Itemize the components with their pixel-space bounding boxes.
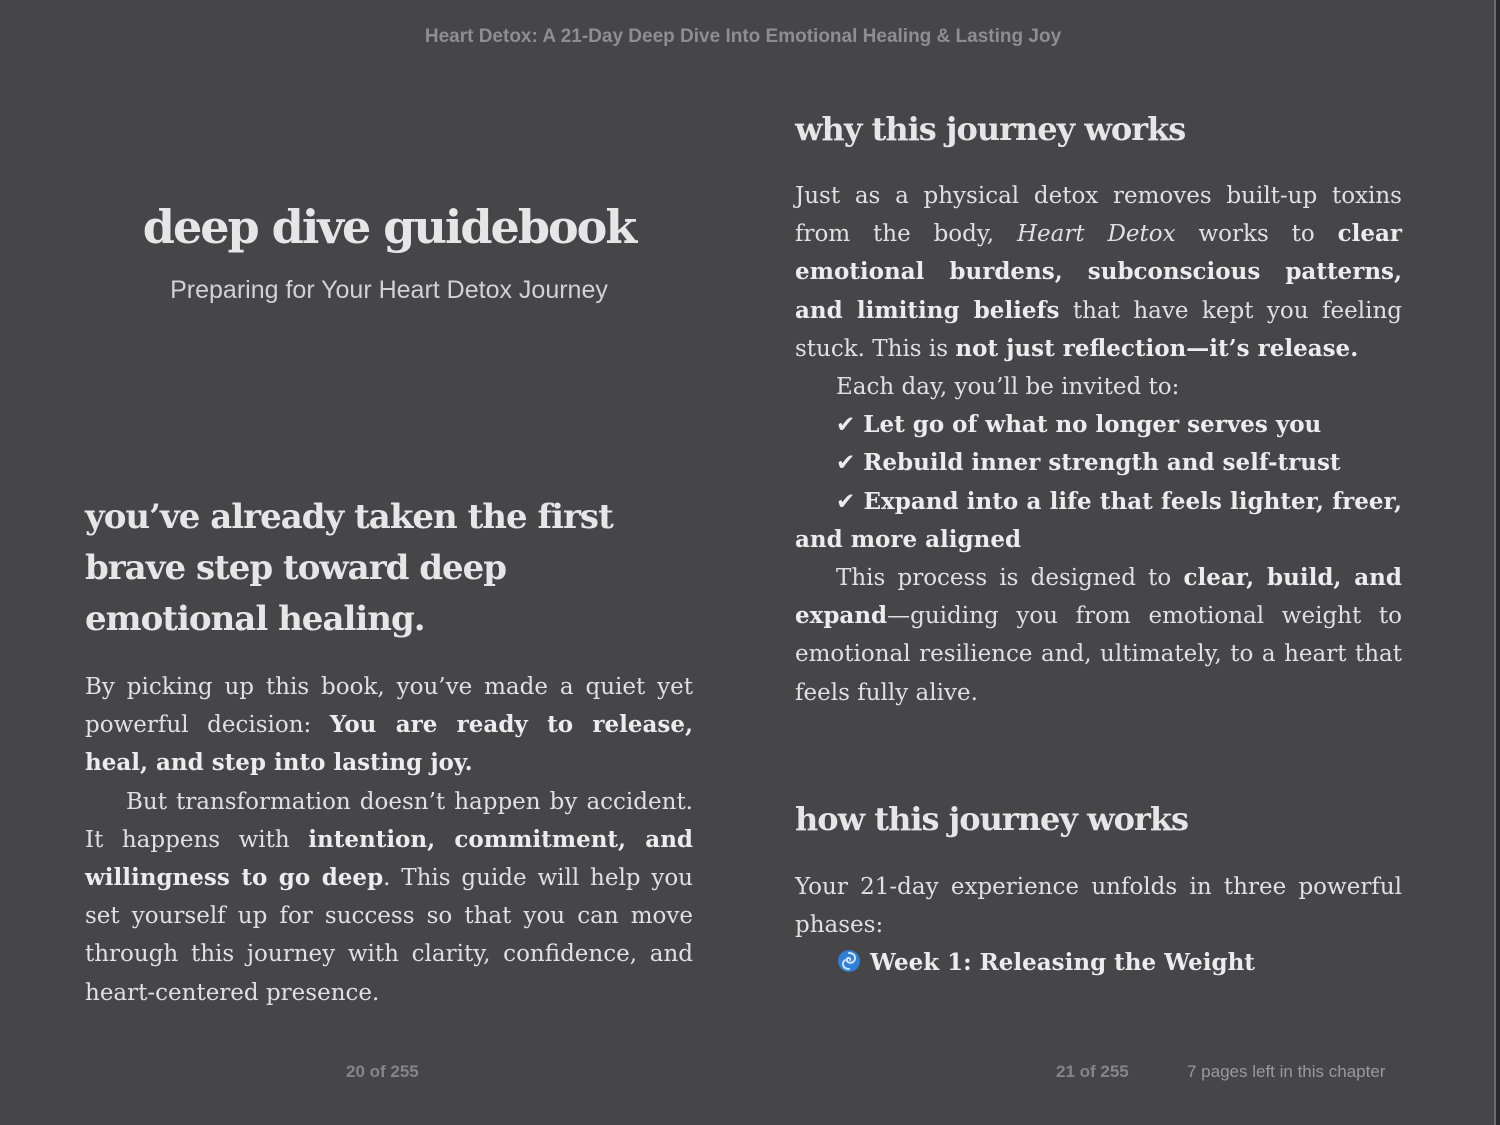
book-name-italic: Heart Detox [1017, 221, 1176, 248]
left-body-text [85, 668, 693, 1012]
checklist-text: Let go of what no longer serves you [863, 411, 1322, 439]
paragraph-text: By picking up this book, you’ve made a quiet yet powerful decision: [85, 674, 693, 739]
paragraph-text: This process is designed to [836, 565, 1184, 592]
chapter-pages-left: 7 pages left in this chapter [1187, 1062, 1386, 1081]
paragraph-text: —guiding you from emotional weight to emotional resilience and, ultimately, to a heart that feels fully alive. [795, 603, 1402, 706]
checklist-item [795, 444, 1402, 482]
paragraph-process [795, 559, 1402, 712]
checklist-text: Rebuild inner strength and self-trust [863, 449, 1341, 477]
paragraph-text: Just as a physical detox removes built-up toxins from the body, [795, 183, 1402, 248]
paragraph-bold: not just reflection—it’s release. [955, 334, 1359, 362]
left-page[interactable] [85, 0, 693, 1125]
paragraph-transformation [85, 783, 693, 1012]
why-heading: why this journey works [795, 110, 1186, 148]
why-body-text [795, 177, 1402, 712]
paragraph-detox [795, 177, 1402, 368]
brave-step-heading: you’ve already taken the first brave step toward deep emotional healing. [85, 497, 613, 639]
checklist-item [795, 406, 1402, 444]
right-page[interactable] [795, 0, 1402, 1125]
section-title: deep dive guidebook [142, 200, 636, 254]
section-subtitle: Preparing for Your Heart Detox Journey [170, 276, 608, 304]
how-body-text [795, 868, 1402, 983]
paragraph-bold: You are ready to release, heal, and step into lasting joy. [85, 711, 693, 777]
how-heading: how this journey works [795, 800, 1188, 838]
cyclone-icon [836, 948, 862, 974]
checklist-item [795, 483, 1402, 559]
paragraph-text: . This guide will help you set yourself up for success so that you can move through this journey with clarity, confidence, and heart-centered presence. [85, 865, 693, 1006]
check-icon: ✔ [836, 450, 856, 477]
right-page-number: 21 of 255 [1056, 1062, 1129, 1081]
checklist-text: Expand into a life that feels lighter, freer, and more aligned [795, 487, 1402, 553]
paragraph-phases: Your 21-day experience unfolds in three powerful phases: [795, 874, 1402, 939]
check-icon: ✔ [836, 412, 856, 439]
week-1-label: Week 1: Releasing the Weight [870, 949, 1255, 977]
paragraph-invited: Each day, you’ll be invited to: [836, 374, 1180, 401]
paragraph-intro [85, 668, 693, 783]
paragraph-bold: clear, build, and expand [795, 564, 1402, 630]
week-1-item [795, 944, 1402, 982]
paragraph-bold: clear emotional burdens, subconscious patterns, and limiting beliefs [795, 220, 1402, 324]
book-title: Heart Detox: A 21-Day Deep Dive Into Emotional Healing & Lasting Joy [424, 26, 1062, 47]
paragraph-text: works to [1175, 221, 1338, 248]
paragraph-text: But transformation doesn’t happen by accident. It happens with [85, 788, 693, 853]
check-icon: ✔ [836, 488, 856, 515]
paragraph-bold: intention, commitment, and willingness to go deep [85, 825, 694, 892]
left-page-number: 20 of 255 [346, 1062, 419, 1081]
paragraph-text: that have kept you feeling stuck. This is [795, 297, 1402, 362]
